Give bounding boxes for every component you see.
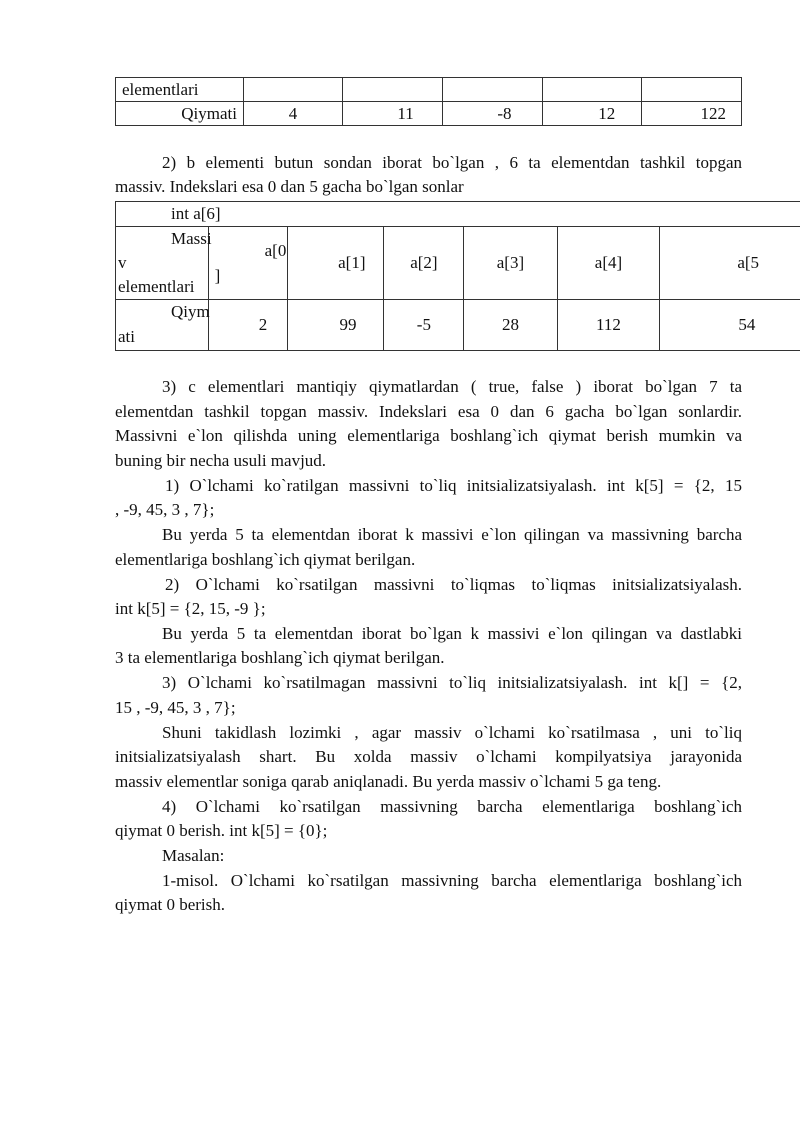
index-label: a[2] — [410, 253, 438, 272]
paragraph-line: Bu yerda 5 ta elementdan iborat k massivi e`lon qilingan va massivning barcha — [162, 525, 742, 544]
paragraph-line: massiv. Indekslari esa 0 dan 5 gacha bo`lgan sonlar — [115, 177, 464, 196]
table-cell — [642, 102, 742, 126]
table-cell — [116, 300, 209, 351]
value-cell: 122 — [700, 103, 726, 123]
table-row — [116, 300, 800, 351]
value-cell: 112 — [596, 315, 621, 334]
paragraph-line: initsializatsiyalash shart. Bu xolda massiv o`lchami kompilyatsiya jarayonida — [115, 747, 742, 766]
list-item-line: , -9, 45, 3 , 7}; — [115, 500, 215, 519]
table-cell — [557, 227, 660, 300]
paragraph-line: qiymat 0 berish. — [115, 895, 226, 914]
index-label: a[3] — [496, 253, 525, 272]
value-cell: 11 — [397, 103, 414, 123]
table-row — [116, 227, 800, 300]
index-label: a[4] — [594, 253, 623, 272]
index-label: a[1] — [338, 253, 366, 272]
value-cell: 2 — [258, 315, 268, 334]
table-cell — [660, 227, 800, 300]
table-header-cell — [116, 202, 800, 227]
label-line: elementlari — [118, 277, 195, 296]
label-line: ati — [118, 327, 135, 346]
table-row — [116, 78, 742, 102]
index-label: ] — [214, 266, 221, 285]
table-cell — [342, 78, 442, 102]
paragraph-line: elementlariga boshlang`ich qiymat berilgan. — [115, 550, 416, 569]
label-line: v — [118, 253, 127, 272]
array-a-table — [115, 77, 742, 126]
table-cell — [557, 300, 660, 351]
table-cell — [116, 102, 244, 126]
list-item-line: int k[5] = {2, 15, -9 }; — [115, 599, 266, 618]
value-cell: 4 — [288, 103, 298, 123]
example-heading: Masalan: — [162, 846, 225, 865]
paragraph-line: elementdan tashkil topgan massiv. Indekslari esa 0 dan 6 gacha bo`lgan sonlardir. — [115, 402, 742, 421]
paragraph-line: 3 ta elementlariga boshlang`ich qiymat berilgan. — [115, 648, 445, 667]
value-cell: 54 — [738, 315, 756, 334]
table-cell — [208, 300, 288, 351]
value-cell: 12 — [598, 103, 616, 123]
paragraph-line: buning bir necha usuli mavjud. — [115, 451, 327, 470]
paragraph-line: massiv elementlar soniga qarab aniqlanadi. Bu yerda massiv o`lchami 5 ga teng. — [115, 772, 662, 791]
row-label-elements: elementlari — [122, 79, 199, 99]
list-item-line: 15 , -9, 45, 3 , 7}; — [115, 698, 236, 717]
table-row — [116, 202, 800, 227]
row-label-values: Qiymati — [181, 103, 237, 123]
value-cell: 28 — [501, 315, 519, 334]
table-cell — [208, 227, 288, 300]
index-label: a[0 — [264, 241, 287, 260]
table-cell — [288, 227, 384, 300]
table-cell — [642, 78, 742, 102]
table-cell — [542, 78, 642, 102]
paragraph-line: Shuni takidlash lozimki , agar massiv o`lchami ko`rsatilmasa , uni to`liq — [162, 723, 742, 742]
paragraph-line: 3) c elementlari mantiqiy qiymatlardan ( true, false ) iborat bo`lgan 7 ta — [162, 377, 742, 396]
value-cell: -8 — [497, 103, 512, 123]
list-item-line: 1) O`lchami ko`ratilgan massivni to`liq initsializatsiyalash. int k[5] = {2, 15 — [165, 476, 742, 495]
list-item-line: 4) O`lchami ko`rsatilgan massivning barcha elementlariga boshlang`ich — [162, 797, 742, 816]
table-cell — [464, 300, 557, 351]
table-cell — [542, 102, 642, 126]
table-cell — [244, 102, 343, 126]
table-cell — [116, 78, 244, 102]
table-cell — [288, 300, 384, 351]
value-cell: -5 — [416, 315, 431, 334]
array-b-table — [115, 201, 800, 351]
paragraph-line: Massivni e`lon qilishda uning elementlariga boshlang`ich qiymat berish mumkin va — [115, 426, 742, 445]
label-line: Massi — [171, 229, 212, 248]
table-row — [116, 102, 742, 126]
table-cell — [464, 227, 557, 300]
value-cell: 99 — [339, 315, 357, 334]
table-cell — [244, 78, 343, 102]
table-cell — [660, 300, 800, 351]
array-declaration: int a[6] — [171, 204, 221, 223]
table-cell — [342, 102, 442, 126]
table-cell — [442, 78, 542, 102]
paragraph-line: 2) b elementi butun sondan iborat bo`lgan , 6 ta elementdan tashkil topgan — [162, 153, 742, 172]
list-item-line: qiymat 0 berish. int k[5] = {0}; — [115, 821, 328, 840]
table-cell — [442, 102, 542, 126]
table-cell — [384, 300, 464, 351]
table-cell — [384, 227, 464, 300]
table-cell — [116, 227, 212, 300]
index-label: a[5 — [737, 253, 760, 272]
paragraph-line: 1-misol. O`lchami ko`rsatilgan massivning barcha elementlariga boshlang`ich — [162, 871, 742, 890]
paragraph-line: Bu yerda 5 ta elementdan iborat bo`lgan k massivi e`lon qilingan va dastlabki — [162, 624, 742, 643]
list-item-line: 3) O`lchami ko`rsatilmagan massivni to`liq initsializatsiyalash. int k[] = {2, — [162, 673, 742, 692]
list-item-line: 2) O`lchami ko`rsatilgan massivni to`liqmas to`liqmas initsializatsiyalash. — [165, 575, 742, 594]
label-line: Qiym — [171, 302, 210, 321]
